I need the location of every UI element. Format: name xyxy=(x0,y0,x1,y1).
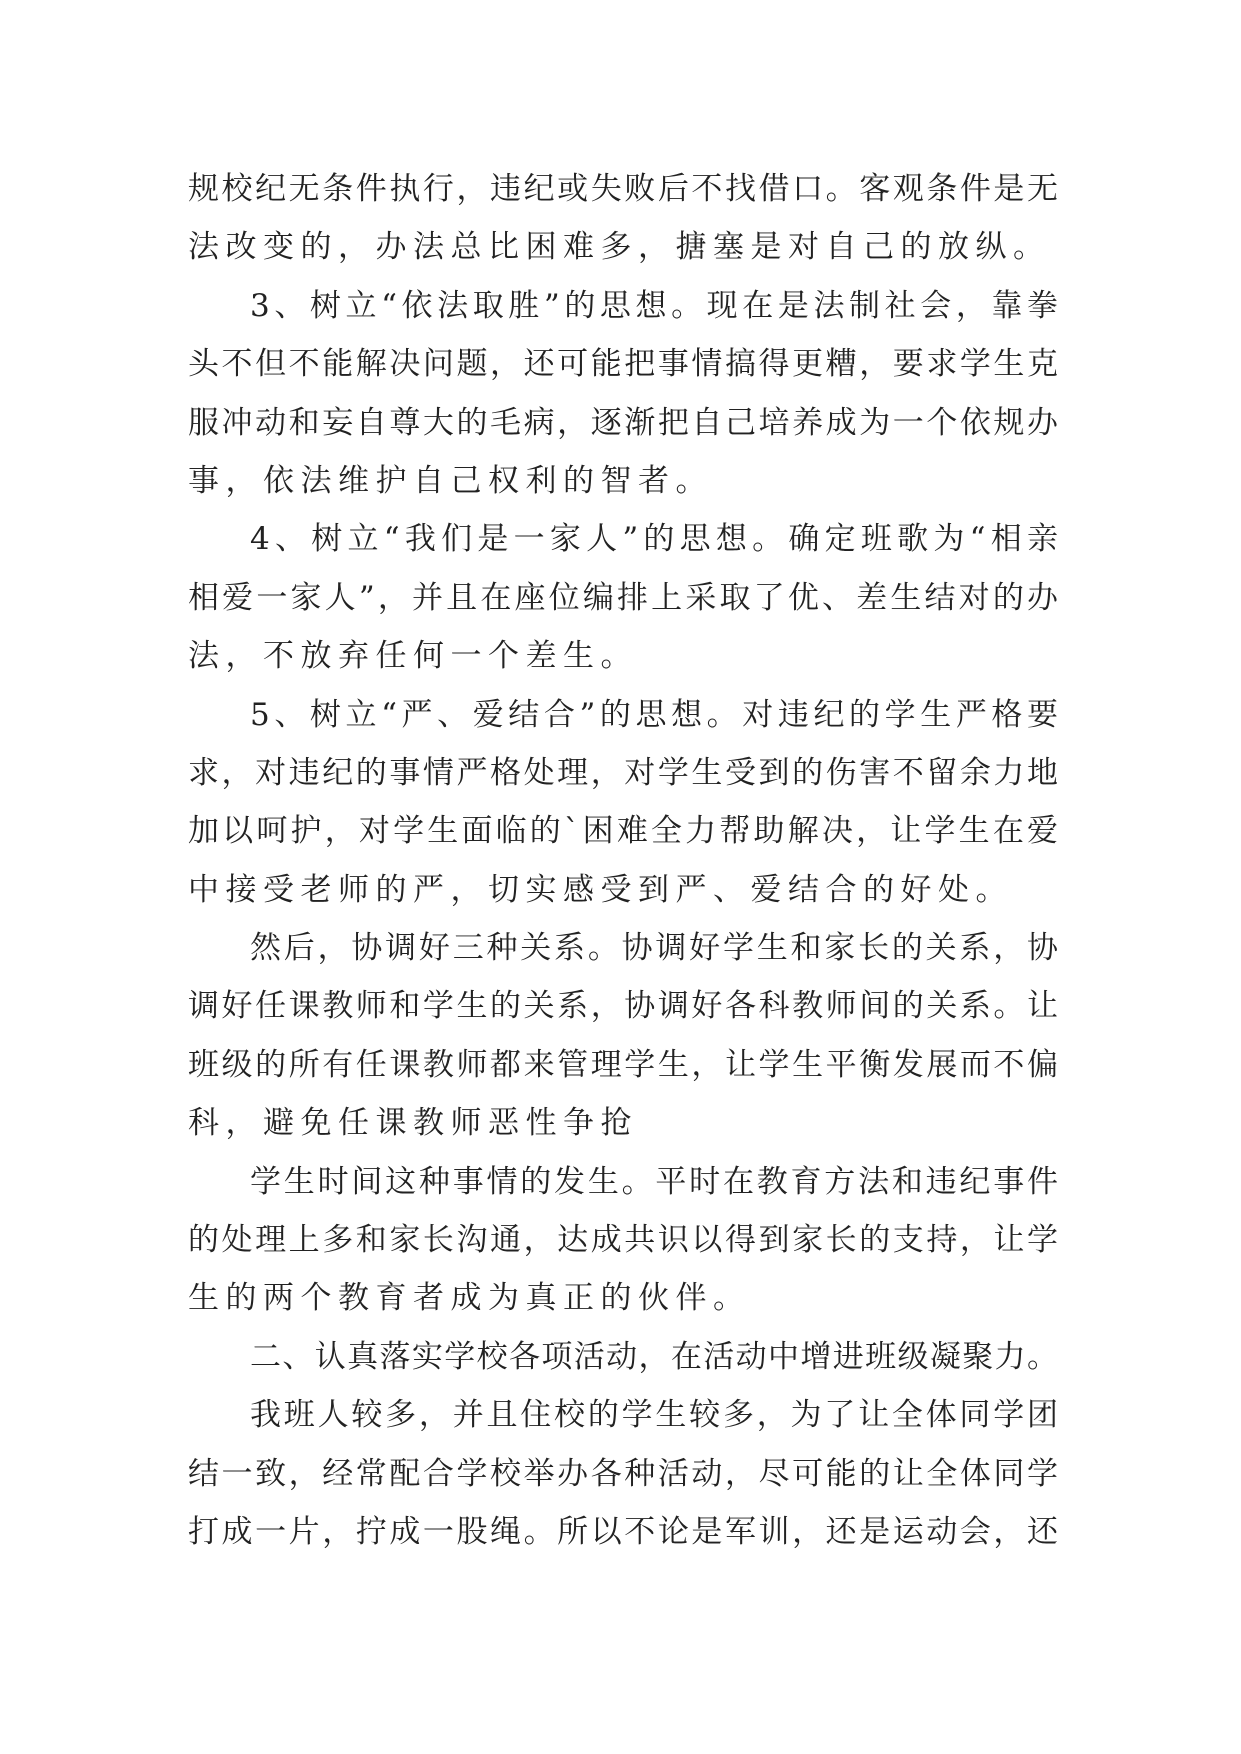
text-line: 法，不放弃任何一个差生。 xyxy=(188,638,638,675)
section-heading-activities xyxy=(188,1328,1058,1386)
text-line: 我班人较多，并且住校的学生较多，为了让全体同学团 xyxy=(250,1397,1058,1434)
paragraph-school-discipline xyxy=(188,160,1058,277)
text-line: 4、树立“我们是一家人”的思想。确定班歌为“相亲 xyxy=(250,521,1058,558)
paragraph-parent-communication xyxy=(188,1153,1058,1328)
text-line: 中接受老师的严，切实感受到严、爱结合的好处。 xyxy=(188,871,1013,908)
text-line: 学生时间这种事情的发生。平时在教育方法和违纪事件 xyxy=(250,1163,1058,1200)
paragraph-class-activities xyxy=(188,1386,1058,1561)
paragraph-point-5 xyxy=(188,686,1058,920)
paragraph-point-4 xyxy=(188,510,1058,685)
text-line: 科，避免任课教师恶性争抢 xyxy=(188,1105,638,1142)
text-line: 结一致，经常配合学校举办各种活动，尽可能的让全体同学 xyxy=(188,1455,1058,1492)
text-line: 事，依法维护自己权利的智者。 xyxy=(188,462,713,499)
paragraph-three-relations xyxy=(188,919,1058,1153)
text-line: 调好任课教师和学生的关系，协调好各科教师间的关系。让 xyxy=(188,988,1058,1025)
text-line: 规校纪无条件执行，违纪或失败后不找借口。客观条件是无 xyxy=(188,171,1058,207)
paragraph-point-3 xyxy=(188,277,1058,511)
text-line: 班级的所有任课教师都来管理学生，让学生平衡发展而不偏 xyxy=(188,1046,1058,1083)
text-line: 的处理上多和家长沟通，达成共识以得到家长的支持，让学 xyxy=(188,1222,1058,1259)
text-line: 3、树立“依法取胜”的思想。现在是法制社会，靠拳 xyxy=(250,287,1058,324)
text-line: 5、树立“严、爱结合”的思想。对违纪的学生严格要 xyxy=(250,696,1058,733)
document-body xyxy=(188,160,1058,1561)
text-line: 法改变的，办法总比困难多，搪塞是对自己的放纵。 xyxy=(188,229,1051,266)
text-line: 加以呵护，对学生面临的`困难全力帮助解决，让学生在爱 xyxy=(188,813,1058,850)
text-line: 服冲动和妄自尊大的毛病，逐渐把自己培养成为一个依规办 xyxy=(188,404,1058,441)
text-line: 头不但不能解决问题，还可能把事情搞得更糟，要求学生克 xyxy=(188,346,1058,383)
text-line: 相爱一家人”，并且在座位编排上采取了优、差生结对的办 xyxy=(188,579,1058,616)
text-line: 打成一片，拧成一股绳。所以不论是军训，还是运动会，还 xyxy=(188,1513,1058,1550)
text-line: 二、认真落实学校各项活动，在活动中增进班级凝聚力。 xyxy=(250,1338,1058,1375)
text-line: 生的两个教育者成为真正的伙伴。 xyxy=(188,1280,751,1317)
text-line: 求，对违纪的事情严格处理，对学生受到的伤害不留余力地 xyxy=(188,754,1058,791)
text-line: 然后，协调好三种关系。协调好学生和家长的关系，协 xyxy=(250,930,1058,967)
